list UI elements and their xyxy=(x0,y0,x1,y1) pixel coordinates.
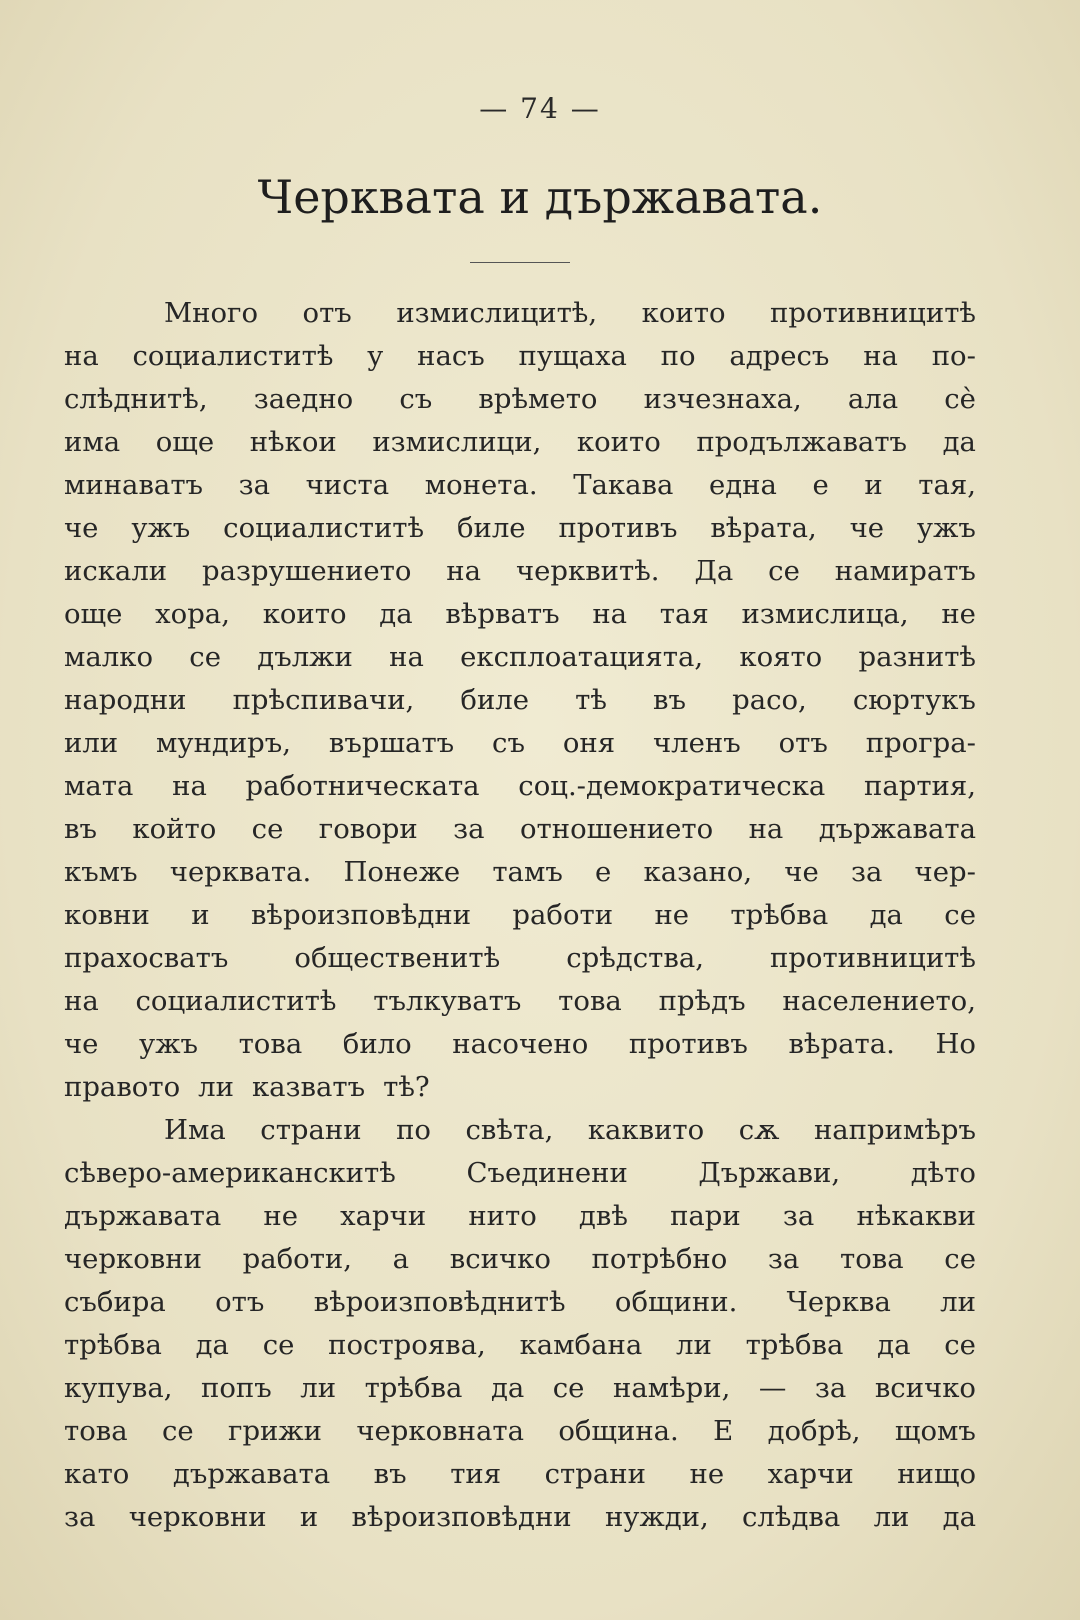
word: Има xyxy=(164,1114,226,1146)
word: или xyxy=(64,727,119,759)
word: който xyxy=(132,813,217,845)
word: на xyxy=(64,985,99,1017)
word: се xyxy=(944,1243,976,1275)
word: народни xyxy=(64,684,187,716)
word: ужъ xyxy=(131,512,191,544)
word: и xyxy=(864,469,883,501)
word: не xyxy=(654,899,690,931)
word: вѣроизповѣдни xyxy=(351,1501,572,1533)
word: вършатъ xyxy=(328,727,455,759)
word: още xyxy=(64,598,123,630)
text-line xyxy=(64,1023,976,1066)
word: свѣта, xyxy=(465,1114,554,1146)
word: расо, xyxy=(732,684,807,716)
word: камбана xyxy=(519,1329,643,1361)
word: че xyxy=(784,856,819,888)
word: измислицитѣ, xyxy=(396,297,598,329)
word: искали xyxy=(64,555,168,587)
word: на xyxy=(592,598,628,630)
word: щомъ xyxy=(894,1415,976,1447)
word: намиратъ xyxy=(834,555,976,587)
word: потрѣбно xyxy=(591,1243,728,1275)
word: черковни xyxy=(128,1501,267,1533)
word: биле xyxy=(460,684,530,716)
word: построява, xyxy=(328,1329,486,1361)
word: противницитѣ xyxy=(769,942,976,974)
word: на xyxy=(748,813,784,845)
word: държавата xyxy=(64,1200,222,1232)
word: тѣ xyxy=(575,684,607,716)
word: се xyxy=(944,1329,976,1361)
word: работническата xyxy=(245,770,480,802)
word: социалиститѣ xyxy=(132,340,334,372)
word: правото xyxy=(64,1071,181,1103)
word: като xyxy=(64,1458,130,1490)
word: хора, xyxy=(155,598,230,630)
text-line xyxy=(64,1152,976,1195)
word: не xyxy=(689,1458,725,1490)
text-line xyxy=(64,1410,976,1453)
word: трѣбва xyxy=(730,899,829,931)
word: биле xyxy=(456,512,526,544)
word: тѣ? xyxy=(383,1071,430,1103)
word: било xyxy=(342,1028,412,1060)
text-line xyxy=(64,1367,976,1410)
word: пущаха xyxy=(518,340,627,372)
word: Много xyxy=(164,297,259,329)
word: отъ xyxy=(215,1286,265,1318)
word: чер- xyxy=(914,856,976,888)
word: Е xyxy=(713,1415,734,1447)
word: отъ xyxy=(302,297,352,329)
word: трѣбва xyxy=(364,1372,463,1404)
word: каквито xyxy=(587,1114,705,1146)
word: членъ xyxy=(652,727,741,759)
word: трѣбва xyxy=(745,1329,844,1361)
word: монета. xyxy=(424,469,538,501)
word: разнитѣ xyxy=(858,641,976,673)
word: има xyxy=(64,426,121,458)
word: нито xyxy=(468,1200,537,1232)
word: които xyxy=(641,297,726,329)
word: за xyxy=(814,1372,847,1404)
word: Съединени xyxy=(466,1157,628,1189)
word: ковни xyxy=(64,899,150,931)
text-line xyxy=(64,894,976,937)
word: въ xyxy=(64,813,97,845)
word: и xyxy=(299,1501,319,1533)
word: прѣдъ xyxy=(658,985,746,1017)
word: вѣроизповѣднитѣ xyxy=(313,1286,566,1318)
word: продължаватъ xyxy=(696,426,908,458)
word: държавата xyxy=(818,813,976,845)
word: Черква xyxy=(786,1286,891,1318)
word: изчезнаха, xyxy=(643,383,802,415)
word: мундиръ, xyxy=(156,727,292,759)
word: програ- xyxy=(865,727,976,759)
word: че xyxy=(849,512,885,544)
word: тамъ xyxy=(492,856,563,888)
word: попъ xyxy=(201,1372,272,1404)
word: ала xyxy=(847,383,899,415)
word: Такава xyxy=(573,469,674,501)
word: социалиститѣ xyxy=(223,512,425,544)
text-line xyxy=(64,765,976,808)
text-line xyxy=(64,421,976,464)
word: врѣмето xyxy=(478,383,598,415)
text-line xyxy=(64,851,976,894)
word: Държави, xyxy=(698,1157,841,1189)
word: за xyxy=(238,469,271,501)
word: община. xyxy=(558,1415,679,1447)
text-line xyxy=(64,1453,976,1496)
word: противъ xyxy=(558,512,678,544)
word: за xyxy=(850,856,883,888)
word: това xyxy=(839,1243,904,1275)
word: въ xyxy=(373,1458,407,1490)
word: отношението xyxy=(519,813,714,845)
word: че xyxy=(64,1028,99,1060)
word: да xyxy=(869,899,903,931)
word: соц.-демократическа xyxy=(518,770,826,802)
word: по- xyxy=(931,340,976,372)
word: вѣроизповѣдни xyxy=(250,899,472,931)
word: сюртукъ xyxy=(852,684,976,716)
word: ужъ xyxy=(139,1028,199,1060)
word: намѣри, xyxy=(612,1372,731,1404)
word: противницитѣ xyxy=(770,297,976,329)
page-number: — 74 — xyxy=(479,92,601,125)
word: общественитѣ xyxy=(294,942,501,974)
word: ли xyxy=(300,1372,337,1404)
word: на xyxy=(172,770,207,802)
word: противъ xyxy=(628,1028,748,1060)
word: малко xyxy=(64,641,153,673)
text-line xyxy=(64,1109,976,1152)
word: се xyxy=(944,899,976,931)
word: пари xyxy=(670,1200,741,1232)
word: една xyxy=(708,469,777,501)
word: сѐ xyxy=(944,383,976,415)
word: нѣкакви xyxy=(856,1200,976,1232)
word: на xyxy=(863,340,898,372)
word: всичко xyxy=(449,1243,551,1275)
word: това xyxy=(238,1028,303,1060)
word: се xyxy=(189,641,221,673)
word: вѣрата, xyxy=(710,512,817,544)
word: къмъ xyxy=(64,856,138,888)
word: това xyxy=(558,985,622,1017)
paragraph-1 xyxy=(64,292,976,1109)
word: а xyxy=(392,1243,410,1275)
word: че xyxy=(64,512,99,544)
word: измислици, xyxy=(372,426,542,458)
word: адресъ xyxy=(729,340,830,372)
word: на xyxy=(446,555,482,587)
word: партия, xyxy=(864,770,976,802)
word: е xyxy=(595,856,612,888)
text-line xyxy=(64,937,976,980)
word: черковната xyxy=(356,1415,524,1447)
word: измислица, xyxy=(741,598,909,630)
word: двѣ xyxy=(578,1200,628,1232)
word: за xyxy=(64,1501,96,1533)
word: държавата xyxy=(172,1458,331,1490)
word: говори xyxy=(318,813,418,845)
word: не xyxy=(263,1200,298,1232)
paragraph-2 xyxy=(64,1109,976,1539)
word: насъ xyxy=(417,340,485,372)
word: още xyxy=(155,426,215,458)
word: страни xyxy=(544,1458,646,1490)
word: и xyxy=(191,899,210,931)
word: разрушението xyxy=(202,555,412,587)
title-divider xyxy=(470,262,570,263)
word: харчи xyxy=(767,1458,854,1490)
word: социалиститѣ xyxy=(135,985,337,1017)
word: да xyxy=(877,1329,911,1361)
word: харчи xyxy=(340,1200,427,1232)
text-line xyxy=(64,1238,976,1281)
word: срѣдства, xyxy=(566,942,704,974)
word: ли xyxy=(873,1501,910,1533)
word: прахосватъ xyxy=(64,942,229,974)
word: тая, xyxy=(918,469,976,501)
word: прѣспивачи, xyxy=(232,684,415,716)
word: заедно xyxy=(253,383,354,415)
word: слѣдва xyxy=(742,1501,841,1533)
word: се xyxy=(768,555,800,587)
text-line xyxy=(64,1496,976,1539)
word: ли xyxy=(675,1329,712,1361)
word: по xyxy=(396,1114,431,1146)
word: минаватъ xyxy=(64,469,204,501)
text-line xyxy=(64,335,976,378)
word: страни xyxy=(260,1114,362,1146)
text-line xyxy=(64,550,976,593)
word: не xyxy=(941,598,976,630)
word: се xyxy=(162,1415,194,1447)
text-line xyxy=(64,1066,976,1109)
word: купува, xyxy=(64,1372,173,1404)
text-line xyxy=(64,593,976,636)
word: казано, xyxy=(643,856,753,888)
word: експлоатацията, xyxy=(460,641,704,673)
word: общини. xyxy=(614,1286,738,1318)
word: да xyxy=(942,426,976,458)
word: за xyxy=(453,813,485,845)
word: нѣкои xyxy=(249,426,337,458)
text-line xyxy=(64,378,976,421)
text-line xyxy=(64,722,976,765)
word: напримѣръ xyxy=(813,1114,976,1146)
word: грижи xyxy=(228,1415,322,1447)
word: дѣто xyxy=(910,1157,976,1189)
word: черквата. xyxy=(169,856,312,888)
word: сѣверо-американскитѣ xyxy=(64,1157,396,1189)
word: ли xyxy=(198,1071,234,1103)
text-line xyxy=(64,1324,976,1367)
text-line xyxy=(64,292,976,335)
word: да xyxy=(379,598,413,630)
text-line xyxy=(64,679,976,722)
word: слѣднитѣ, xyxy=(64,383,208,415)
word: за xyxy=(782,1200,815,1232)
word: по xyxy=(660,340,696,372)
word: ли xyxy=(940,1286,976,1318)
word: ужъ xyxy=(916,512,976,544)
word: съ xyxy=(399,383,433,415)
word: нужди, xyxy=(604,1501,709,1533)
word: работи, xyxy=(242,1243,353,1275)
text-line xyxy=(64,636,976,679)
word: вѣрата. xyxy=(788,1028,895,1060)
word: въ xyxy=(653,684,686,716)
word: да xyxy=(942,1501,976,1533)
word: трѣбва xyxy=(64,1329,162,1361)
word: да xyxy=(195,1329,229,1361)
word: събира xyxy=(64,1286,166,1318)
word: чиста xyxy=(305,469,390,501)
word: на xyxy=(64,340,99,372)
word: на xyxy=(389,641,424,673)
word: се xyxy=(251,813,284,845)
word: Но xyxy=(935,1028,976,1060)
word: тълкуватъ xyxy=(373,985,522,1017)
word: насочено xyxy=(452,1028,589,1060)
word: черквитѣ. xyxy=(515,555,660,587)
word: у xyxy=(367,340,384,372)
word: това xyxy=(64,1415,128,1447)
word: вѣрватъ xyxy=(445,598,560,630)
word: Понеже xyxy=(343,856,461,888)
text-line xyxy=(64,808,976,851)
word: съ xyxy=(492,727,525,759)
text-line xyxy=(64,464,976,507)
word: черковни xyxy=(64,1243,202,1275)
word: — xyxy=(758,1372,787,1404)
text-line xyxy=(64,507,976,550)
word: да xyxy=(490,1372,525,1404)
text-line xyxy=(64,1281,976,1324)
text-line xyxy=(64,980,976,1023)
word: работи xyxy=(512,899,614,931)
word: мата xyxy=(64,770,134,802)
chapter-title: Черквата и държавата. xyxy=(257,170,823,224)
text-line xyxy=(64,1195,976,1238)
word: която xyxy=(739,641,823,673)
word: се xyxy=(262,1329,295,1361)
word: Да xyxy=(694,555,734,587)
word: се xyxy=(552,1372,585,1404)
word: тая xyxy=(659,598,709,630)
word: които xyxy=(576,426,661,458)
word: нищо xyxy=(897,1458,976,1490)
word: е xyxy=(812,469,829,501)
word: казватъ xyxy=(251,1071,366,1103)
word: тия xyxy=(450,1458,502,1490)
word: оня xyxy=(562,727,616,759)
word: за xyxy=(767,1243,800,1275)
word: отъ xyxy=(778,727,828,759)
word: сѫ xyxy=(738,1114,780,1146)
word: добрѣ, xyxy=(767,1415,861,1447)
word: всичко xyxy=(874,1372,976,1404)
word: дължи xyxy=(257,641,353,673)
word: които xyxy=(262,598,347,630)
word: населението, xyxy=(782,985,976,1017)
